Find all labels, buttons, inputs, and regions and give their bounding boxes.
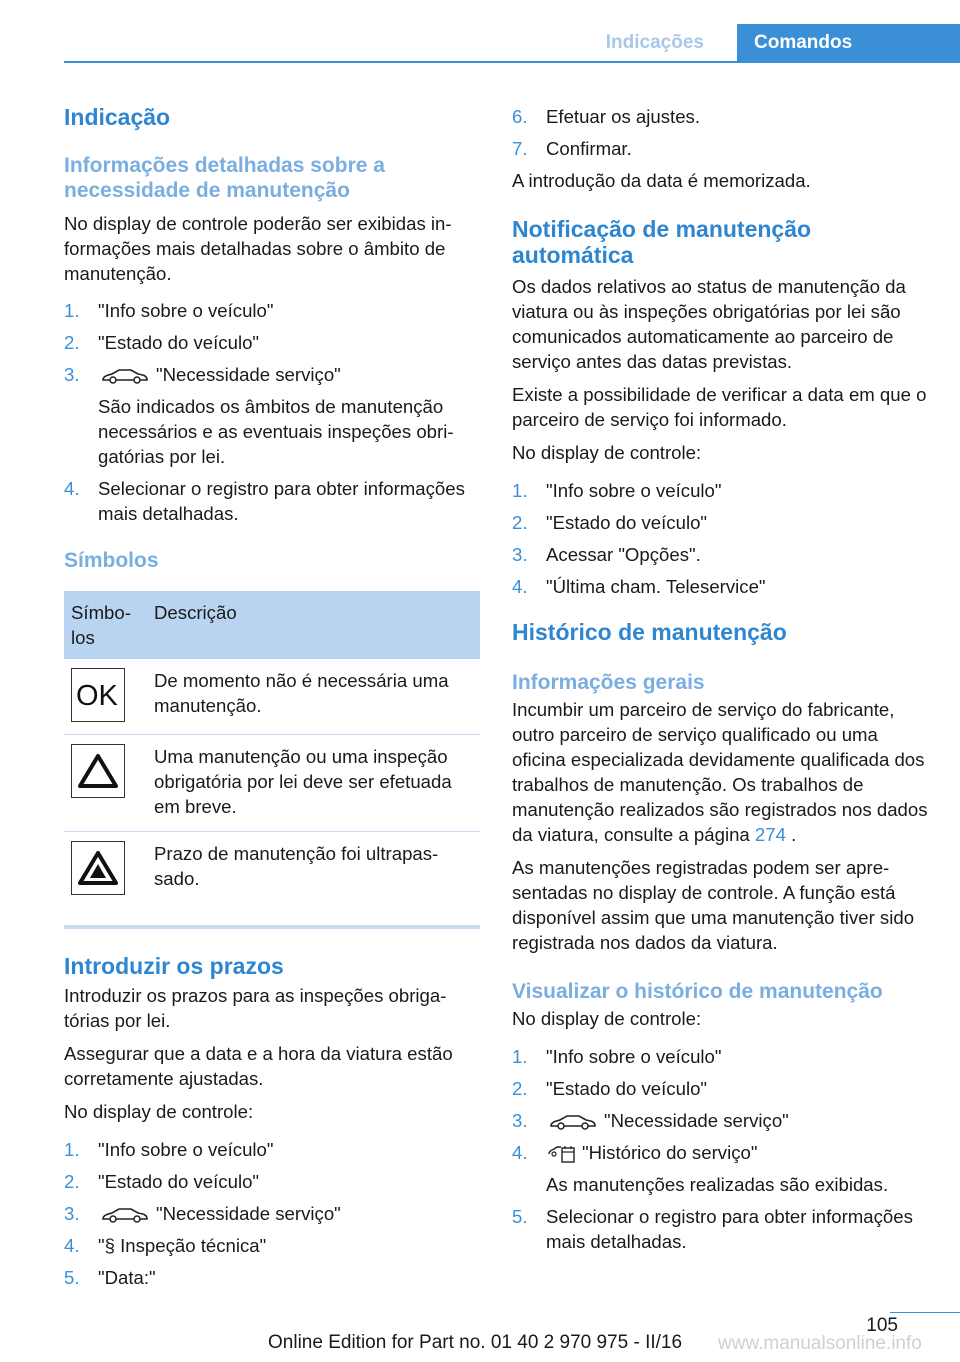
heading-introduzir: Introduzir os prazos xyxy=(64,953,284,979)
list-text: Efetuar os ajustes. xyxy=(546,106,700,127)
paragraph-no-display: No display de controle: xyxy=(512,442,702,463)
list-item xyxy=(64,1233,480,1258)
tab-indicacoes[interactable]: Indicações xyxy=(605,32,704,53)
list-text: "Info sobre o veículo" xyxy=(98,300,274,321)
table-header-descricao: Descrição xyxy=(147,591,480,659)
list-text: "Estado do veículo" xyxy=(546,512,708,533)
right-column xyxy=(512,100,932,1261)
subheading-info-gerais: Informações gerais xyxy=(512,671,705,694)
table-bottom-rule xyxy=(64,925,480,929)
paragraph-display: No display de controle poderão ser exibidas informações mais detalhadas sobre o âmbito de manutenção. xyxy=(64,213,452,284)
list-item xyxy=(64,298,480,323)
list-subtext: São indicados os âmbitos de manutenção necessários e as eventuais inspeções obrigatórias por lei. xyxy=(98,396,454,467)
table-cell-symbol xyxy=(64,659,147,735)
symbols-table xyxy=(64,591,480,907)
list-item xyxy=(512,1044,932,1069)
paragraph-no-display: No display de controle: xyxy=(64,1101,254,1122)
ok-icon xyxy=(71,668,125,722)
list-number: 4. xyxy=(64,478,80,499)
paragraph-manutencoes: As manutenções registradas podem ser apresentadas no display de controle. A função está disponível assim que uma manutenção tiver sido registrada nos dados da viatura. xyxy=(512,857,915,953)
table-cell-description: De momento não é necessária uma manutenção. xyxy=(147,659,480,735)
svg-text:OK: OK xyxy=(76,680,118,710)
table-row xyxy=(64,659,480,735)
list-number: 5. xyxy=(64,1267,80,1288)
page-number: 105 xyxy=(866,1315,898,1336)
list-prazos-steps-continued xyxy=(512,104,932,161)
list-number: 4. xyxy=(64,1235,80,1256)
list-number: 5. xyxy=(512,1206,528,1227)
list-text: "§ Inspeção técnica" xyxy=(98,1235,267,1256)
list-text: "Estado do veículo" xyxy=(546,1078,708,1099)
paragraph-dados: Os dados relativos ao status de manutenção da viatura ou às inspeções obrigatórias por lei são comunicados automaticamente ao parceiro de serviço antes das datas previstas. xyxy=(512,276,906,372)
list-number: 2. xyxy=(64,1171,80,1192)
list-number: 1. xyxy=(64,300,80,321)
list-number: 3. xyxy=(512,544,528,565)
tab-comandos[interactable]: Comandos xyxy=(737,24,960,62)
list-item xyxy=(64,330,480,355)
list-text: Selecionar o registro para obter informações mais detalhadas. xyxy=(98,478,465,524)
list-text: "Info sobre o veículo" xyxy=(546,1046,722,1067)
edition-text: Online Edition for Part no. 01 40 2 970 975 - II/16 xyxy=(268,1332,683,1353)
paragraph-incumbir-end: . xyxy=(785,824,797,845)
list-item xyxy=(512,1108,932,1133)
paragraph-introduzir: Introduzir os prazos para as inspeções obrigatórias por lei. xyxy=(64,985,447,1031)
list-number: 1. xyxy=(64,1139,80,1160)
footer-rule xyxy=(890,1312,960,1313)
list-item xyxy=(512,136,932,161)
list-number: 4. xyxy=(512,576,528,597)
list-number: 1. xyxy=(512,1046,528,1067)
list-item xyxy=(64,1169,480,1194)
paragraph-incumbir xyxy=(512,697,932,847)
paragraph-no-display-2: No display de controle: xyxy=(512,1008,702,1029)
warning-triangle-icon xyxy=(71,744,125,798)
subheading-info-detalhadas: Informações detalhadas sobre a necessidade de manutenção xyxy=(64,154,385,202)
table-header-row xyxy=(64,591,480,659)
list-prazos-steps xyxy=(64,1137,480,1290)
list-text: Selecionar o registro para obter informações mais detalhadas. xyxy=(546,1206,913,1252)
list-number: 3. xyxy=(512,1110,528,1131)
service-history-icon xyxy=(548,1144,576,1164)
list-item xyxy=(512,104,932,129)
list-text: Acessar "Opções". xyxy=(546,544,701,565)
car-service-icon xyxy=(100,1206,150,1224)
list-number: 2. xyxy=(64,332,80,353)
subheading-simbolos: Símbolos xyxy=(64,549,159,572)
list-item xyxy=(64,476,480,526)
list-item xyxy=(512,1076,932,1101)
list-teleservice-steps xyxy=(512,478,932,599)
list-number: 6. xyxy=(512,106,528,127)
list-item xyxy=(512,574,932,599)
list-text: "Necessidade serviço" xyxy=(156,364,341,385)
list-text: "Info sobre o veículo" xyxy=(98,1139,274,1160)
list-text: "Info sobre o veículo" xyxy=(546,480,722,501)
list-text: Confirmar. xyxy=(546,138,632,159)
paragraph-data-memorizada: A introdução da data é memorizada. xyxy=(512,170,811,191)
list-text: "Necessidade serviço" xyxy=(604,1110,789,1131)
table-row xyxy=(64,832,480,908)
table-header-simbolos: Símbolos xyxy=(64,591,147,659)
table-cell-description: Prazo de manutenção foi ultrapassado. xyxy=(154,843,439,889)
list-number: 2. xyxy=(512,512,528,533)
list-info-steps xyxy=(64,298,480,526)
list-item xyxy=(512,1140,932,1197)
car-service-icon xyxy=(100,367,150,385)
list-number: 3. xyxy=(64,1203,80,1224)
paragraph-assegurar: Assegurar que a data e a hora da viatura estão corretamente ajustadas. xyxy=(64,1043,453,1089)
paragraph-existe: Existe a possibilidade de verificar a data em que o parceiro de serviço foi informado. xyxy=(512,384,927,430)
list-item xyxy=(64,1137,480,1162)
list-number: 1. xyxy=(512,480,528,501)
list-text: "Estado do veículo" xyxy=(98,1171,260,1192)
list-text: "Estado do veículo" xyxy=(98,332,260,353)
left-column xyxy=(64,100,480,1297)
list-text: "Histórico do serviço" xyxy=(582,1142,758,1163)
list-item xyxy=(512,1204,932,1254)
table-row xyxy=(64,735,480,832)
list-text: "Necessidade serviço" xyxy=(156,1203,341,1224)
subheading-visualizar: Visualizar o histórico de manutenção xyxy=(512,980,883,1003)
list-item xyxy=(512,478,932,503)
list-number: 7. xyxy=(512,138,528,159)
heading-notificacao: Notificação de manutenção automática xyxy=(512,216,812,268)
paragraph-incumbir-text: Incumbir um parceiro de serviço do fabricante, outro parceiro de serviço qualificado ou uma oficina especializada devidamente qualificada dos trabalhos de manutenção. Os trabalhos de manutenção realizados são registrados nos dados da viatura, consulte a página xyxy=(512,699,928,845)
header-rule xyxy=(64,61,960,63)
watermark: www.manualsonline.info xyxy=(718,1333,922,1354)
table-cell-description: Uma manutenção ou uma inspeção obrigatória por lei deve ser efetuada em breve. xyxy=(147,735,480,832)
list-item xyxy=(512,542,932,567)
heading-historico: Histórico de manutenção xyxy=(512,619,787,645)
list-historico-steps xyxy=(512,1044,932,1254)
heading-indicacao: Indicação xyxy=(64,104,171,130)
car-service-icon xyxy=(548,1113,598,1131)
list-number: 3. xyxy=(64,364,80,385)
page-link[interactable]: 274 xyxy=(754,824,786,845)
table-cell-symbol xyxy=(64,735,147,832)
header-bar xyxy=(0,24,960,62)
list-item xyxy=(64,1201,480,1226)
table-cell-symbol xyxy=(64,832,147,908)
list-subtext: As manutenções realizadas são exibidas. xyxy=(546,1174,889,1195)
list-item xyxy=(512,510,932,535)
list-number: 4. xyxy=(512,1142,528,1163)
list-item xyxy=(64,1265,480,1290)
list-item xyxy=(64,362,480,469)
list-number: 2. xyxy=(512,1078,528,1099)
list-text: "Última cham. Teleservice" xyxy=(546,576,766,597)
warning-triangle-filled-icon xyxy=(71,841,125,895)
list-text: "Data:" xyxy=(98,1267,156,1288)
